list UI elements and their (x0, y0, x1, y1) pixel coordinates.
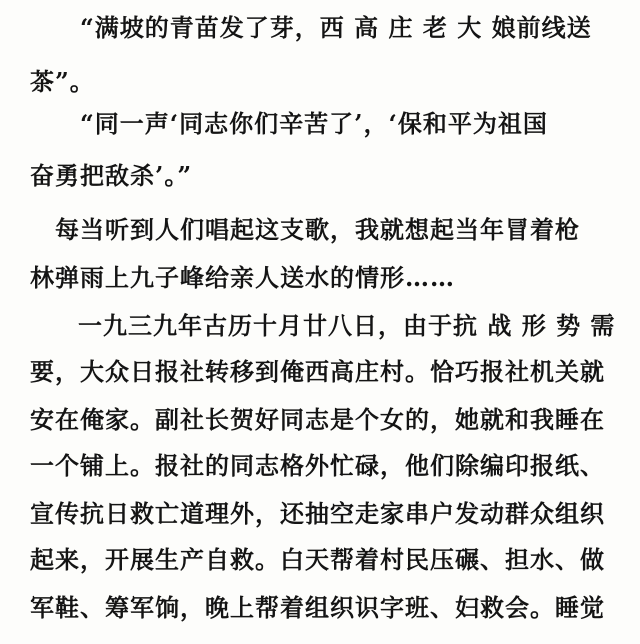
text-line-5: 每当听到人们唱起这支歌，我就想起当年冒着枪 (55, 215, 580, 244)
text-line-11: 宣传抗日救亡道理外，还抽空走家串户发动群众组织 (30, 499, 605, 528)
text-line-4: 奋勇把敌杀’。” (30, 161, 193, 190)
text-line-6: 林弹雨上九子峰给亲人送水的情形…… (30, 263, 455, 292)
text-line-12: 起来，开展生产自救。白天帮着村民压碾、担水、做 (30, 545, 605, 574)
text-line-13: 军鞋、筹军饷，晚上帮着组织识字班、妇救会。睡觉 (30, 593, 605, 622)
text-line-10: 一个铺上。报社的同志格外忙碌，他们除编印报纸、 (30, 451, 605, 480)
text-line-2: 茶”。 (30, 67, 95, 96)
text-line-9: 安在俺家。副社长贺好同志是个女的，她就和我睡在 (30, 405, 605, 434)
text-line-7: 一九三九年古历十月廿八日，由于抗 战 形 势 需 (78, 311, 616, 340)
text-line-8: 要，大众日报社转移到俺西高庄村。恰巧报社机关就 (30, 357, 605, 386)
text-line-3: “同一声‘同志你们辛苦了’，‘保和平为祖国 (80, 109, 548, 138)
text-line-1: “满坡的青苗发了芽，西 高 庄 老 大 娘前线送 (80, 13, 592, 42)
